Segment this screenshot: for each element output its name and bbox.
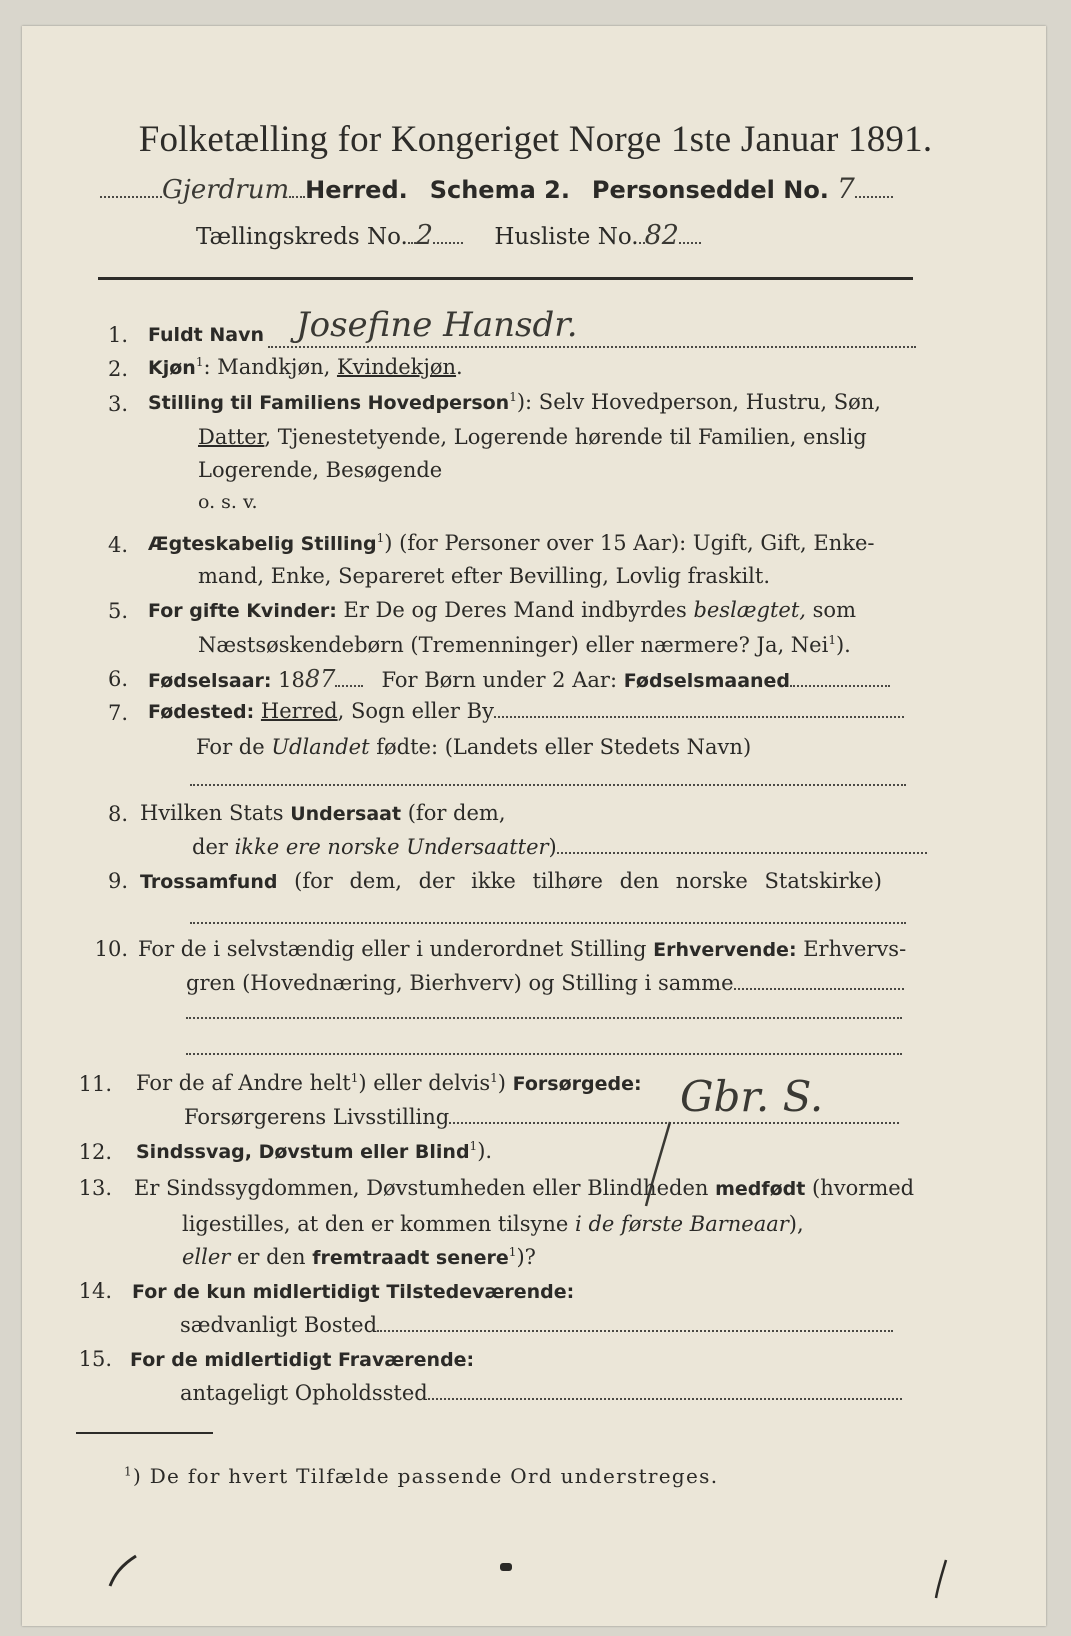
q10-line-1: For de i selvstændig eller i underordnet Stilling Erhvervende: Erhvervs- bbox=[138, 937, 907, 961]
q13-line-3: eller er den fremtraadt senere$^1$)? bbox=[182, 1245, 536, 1269]
q6-label: Fødselsaar: bbox=[148, 670, 272, 692]
q1-line bbox=[148, 322, 264, 346]
q13-label-2: fremtraadt senere bbox=[312, 1247, 509, 1269]
q2-line: Kjøn$^1$: Mandkjøn, Kvindekjøn. bbox=[148, 355, 463, 379]
q7-line-1: Fødested: Herred, Sogn eller By bbox=[148, 699, 904, 723]
form-title: Folketælling for Kongeriget Norge 1ste Januar 1891. bbox=[138, 119, 933, 160]
q11-line-2: Forsørgerens Livsstilling bbox=[184, 1105, 899, 1129]
q10-label: Erhvervende: bbox=[653, 939, 797, 961]
q8-label: Undersaat bbox=[290, 803, 402, 825]
q10-answer-line-2 bbox=[186, 1053, 902, 1055]
herred-label: Herred. bbox=[305, 176, 408, 204]
footnote-rule bbox=[76, 1432, 213, 1434]
q9-answer-line bbox=[190, 922, 906, 924]
q7-line-2: For de Udlandet fødte: (Landets eller Stedets Navn) bbox=[196, 735, 752, 759]
q13-label: medfødt bbox=[715, 1178, 806, 1200]
q3-selected-option: Datter bbox=[198, 425, 265, 449]
husliste-label: Husliste No. bbox=[494, 224, 639, 250]
q4-label: Ægteskabelig Stilling bbox=[148, 533, 377, 555]
herred-value: Gjerdrum bbox=[162, 175, 290, 205]
q3-line-4: o. s. v. bbox=[198, 491, 258, 513]
stray-mark-2 bbox=[932, 1558, 952, 1600]
q5-number: 5. bbox=[107, 599, 128, 623]
q1-answer: Josefine Hansdr. bbox=[296, 305, 578, 345]
q14-number: 14. bbox=[78, 1279, 112, 1303]
q1-answer-line bbox=[268, 346, 916, 348]
q8-line-2: der ikke ere norske Undersaatter) bbox=[192, 835, 927, 859]
q7-selected-option: Herred bbox=[260, 699, 338, 723]
kreds-value: 2 bbox=[415, 220, 434, 251]
q14-line-1 bbox=[132, 1279, 574, 1303]
q7-answer-line bbox=[190, 784, 906, 786]
q4-line-2: mand, Enke, Separeret efter Bevilling, Lovlig fraskilt. bbox=[198, 564, 771, 588]
q11-answer: Gbr. S. bbox=[680, 1072, 824, 1121]
q1-number: 1. bbox=[107, 323, 128, 347]
q9-line: Trossamfund (for dem, der ikke tilhøre den norske Statskirke) bbox=[140, 869, 882, 893]
q15-line-1 bbox=[130, 1347, 474, 1371]
q15-number: 15. bbox=[78, 1347, 112, 1371]
husliste-value: 82 bbox=[644, 220, 679, 251]
q3-line-2: Datter, Tjenestetyende, Logerende hørende til Familien, enslig bbox=[198, 425, 867, 449]
header-rule bbox=[98, 277, 913, 280]
q11-number: 11. bbox=[78, 1072, 112, 1096]
q15-line-2: antageligt Opholdssted bbox=[180, 1381, 902, 1405]
q3-label: Stilling til Familiens Hovedperson bbox=[148, 392, 510, 414]
q6-year-value: 87 bbox=[304, 665, 336, 693]
schema-label: Schema 2. bbox=[429, 176, 570, 204]
q11-label: Forsørgede: bbox=[512, 1073, 642, 1095]
q5-line-1: For gifte Kvinder: Er De og Deres Mand indbyrdes beslægtet, som bbox=[148, 598, 856, 622]
kreds-label: Tællingskreds No. bbox=[196, 224, 408, 250]
q10-answer-line-1 bbox=[186, 1017, 902, 1019]
personseddel-value: 7 bbox=[836, 172, 855, 205]
header-line-1 bbox=[100, 172, 893, 205]
q8-line-1: Hvilken Stats Undersaat (for dem, bbox=[140, 801, 506, 825]
q4-number: 4. bbox=[107, 533, 128, 557]
q10-number: 10. bbox=[94, 937, 128, 961]
q3-number: 3. bbox=[107, 392, 128, 416]
q9-label: Trossamfund bbox=[140, 871, 278, 893]
q3-line-1: Stilling til Familiens Hovedperson$^1$): Selv Hovedperson, Hustru, Søn, bbox=[148, 390, 881, 414]
personseddel-label: Personseddel No. bbox=[591, 176, 829, 204]
q5-label: For gifte Kvinder: bbox=[148, 600, 337, 622]
stray-mark bbox=[106, 1550, 140, 1590]
ink-spot bbox=[500, 1563, 512, 1571]
q13-line-2: ligestilles, at den er kommen tilsyne i de første Barneaar), bbox=[182, 1212, 804, 1236]
header-line-2 bbox=[196, 220, 701, 251]
q1-label: Fuldt Navn bbox=[148, 324, 265, 346]
q6-label-2: Fødselsmaaned bbox=[623, 670, 791, 692]
q13-line-1: Er Sindssygdommen, Døvstumheden eller Blindheden medfødt (hvormed bbox=[134, 1176, 915, 1200]
q12-number: 12. bbox=[78, 1140, 112, 1164]
q14-label: For de kun midlertidigt Tilstedeværende: bbox=[132, 1281, 575, 1303]
q11-line-1: For de af Andre helt$^1$) eller delvis$^1$) Forsørgede: bbox=[136, 1071, 642, 1095]
q7-number: 7. bbox=[107, 701, 128, 725]
q14-line-2: sædvanligt Bosted bbox=[180, 1313, 893, 1337]
q9-number: 9. bbox=[107, 869, 128, 893]
q13-number: 13. bbox=[78, 1176, 112, 1200]
q7-label: Fødested: bbox=[148, 701, 255, 723]
q15-label: For de midlertidigt Fraværende: bbox=[130, 1349, 475, 1371]
q2-number: 2. bbox=[107, 357, 128, 381]
q12-label: Sindssvag, Døvstum eller Blind bbox=[136, 1141, 470, 1163]
q12-line: Sindssvag, Døvstum eller Blind$^1$). bbox=[136, 1139, 493, 1163]
q5-line-2: Næstsøskendebørn (Tremenninger) eller nærmere? Ja, Nei$^1$). bbox=[198, 633, 851, 657]
q3-line-3: Logerende, Besøgende bbox=[198, 458, 443, 482]
q6-line: Fødselsaar: 1887 For Børn under 2 Aar: Fødselsmaaned bbox=[148, 665, 890, 693]
q8-number: 8. bbox=[107, 802, 128, 826]
q10-line-2: gren (Hovednæring, Bierhverv) og Stilling i samme bbox=[186, 971, 904, 995]
q2-selected-option: Kvindekjøn bbox=[336, 355, 457, 379]
q6-number: 6. bbox=[107, 667, 128, 691]
footnote: $^1$) De for hvert Tilfælde passende Ord understreges. bbox=[124, 1464, 719, 1488]
q4-line-1: Ægteskabelig Stilling$^1$) (for Personer over 15 Aar): Ugift, Gift, Enke- bbox=[148, 531, 875, 555]
q2-label: Kjøn bbox=[148, 357, 196, 379]
